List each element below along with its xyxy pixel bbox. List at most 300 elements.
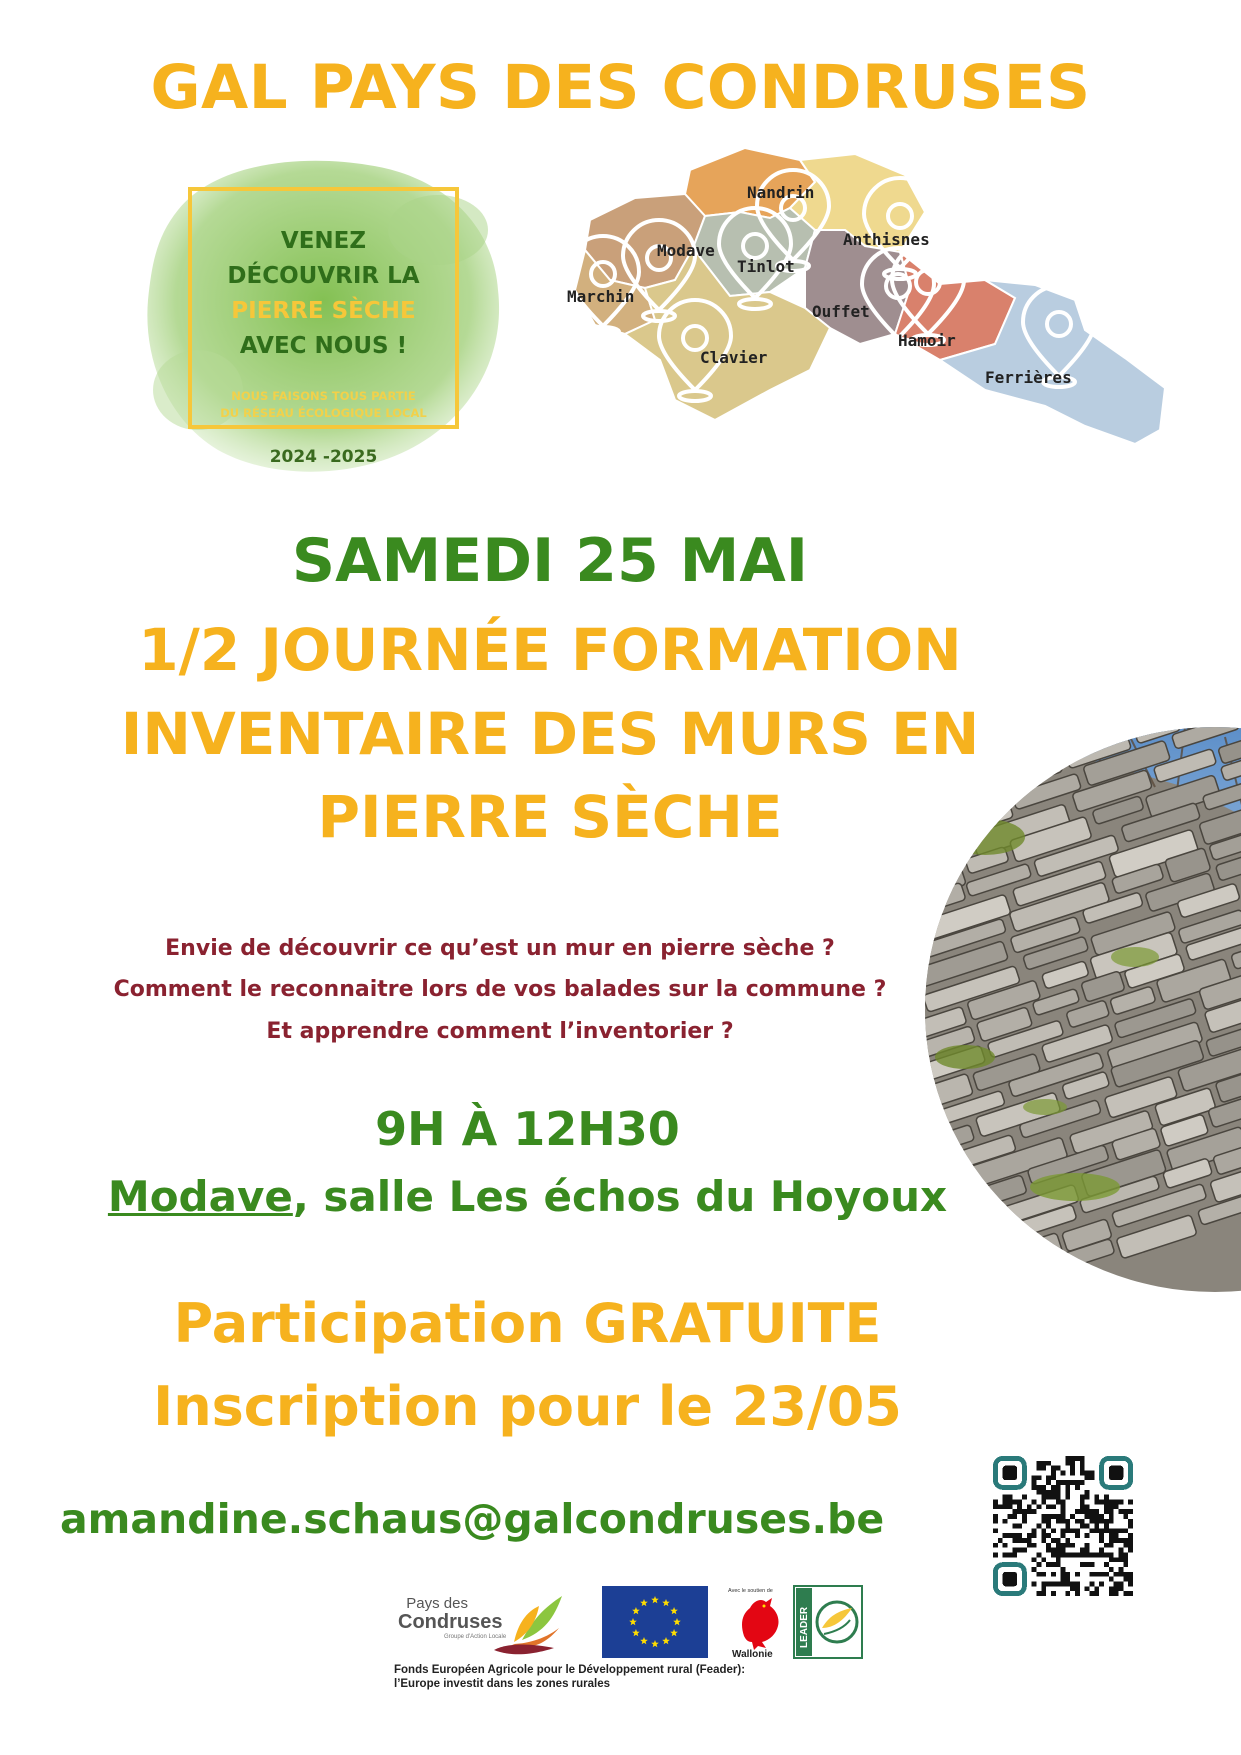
qr-module	[1075, 1519, 1080, 1524]
leader-logo	[792, 1584, 864, 1660]
qr-module	[1017, 1533, 1022, 1538]
qr-module	[1041, 1499, 1046, 1504]
qr-module	[1046, 1524, 1051, 1529]
qr-module	[1070, 1461, 1075, 1466]
qr-module	[1080, 1470, 1085, 1475]
map-label-clavier: Clavier	[700, 348, 768, 367]
qr-module	[1003, 1553, 1008, 1558]
qr-module	[1109, 1543, 1114, 1548]
qr-module	[1061, 1499, 1066, 1504]
eu-flag-logo	[602, 1586, 708, 1658]
qr-module	[1032, 1485, 1037, 1490]
qr-module	[1080, 1499, 1085, 1504]
qr-module	[1070, 1456, 1075, 1461]
qr-module	[1046, 1461, 1051, 1466]
qr-module	[1109, 1533, 1114, 1538]
qr-module	[1022, 1514, 1027, 1519]
qr-module	[1123, 1557, 1128, 1562]
qr-module	[1070, 1543, 1075, 1548]
qr-module	[1070, 1582, 1075, 1587]
qr-module	[1032, 1480, 1037, 1485]
qr-module	[1128, 1572, 1133, 1577]
qr-module	[1109, 1577, 1114, 1582]
qr-module	[1061, 1572, 1066, 1577]
qr-module	[1128, 1509, 1133, 1514]
qr-module	[1080, 1524, 1085, 1529]
qr-module	[1041, 1514, 1046, 1519]
qr-module	[1036, 1562, 1041, 1567]
qr-module	[1061, 1582, 1066, 1587]
qr-module	[1032, 1557, 1037, 1562]
qr-module	[1114, 1533, 1119, 1538]
qr-module	[1109, 1553, 1114, 1558]
qr-module	[1099, 1514, 1104, 1519]
qr-module	[1080, 1480, 1085, 1485]
qr-module	[1075, 1509, 1080, 1514]
qr-module	[1080, 1553, 1085, 1558]
qr-module	[1119, 1528, 1124, 1533]
qr-module	[1041, 1466, 1046, 1471]
event-place	[0, 1172, 1055, 1221]
qr-module	[1123, 1562, 1128, 1567]
qr-module	[1051, 1572, 1056, 1577]
qr-module	[1123, 1572, 1128, 1577]
qr-module	[1003, 1533, 1008, 1538]
qr-module	[1041, 1490, 1046, 1495]
pays-des-condruses-logo	[394, 1588, 564, 1658]
badge-subtitle: NOUS FAISONS TOUS PARTIE	[231, 389, 416, 403]
qr-module	[1094, 1591, 1099, 1596]
qr-module	[1128, 1524, 1133, 1529]
qr-module	[1003, 1504, 1008, 1509]
qr-module	[1056, 1480, 1061, 1485]
qr-module	[1123, 1577, 1128, 1582]
badge-subtitle: DU RÉSEAU ÉCOLOGIQUE LOCAL	[220, 406, 427, 420]
qr-module	[1065, 1591, 1070, 1596]
contact-email[interactable]: amandine.schaus@galcondruses.be	[60, 1495, 885, 1543]
qr-module	[1094, 1572, 1099, 1577]
qr-module	[1061, 1470, 1066, 1475]
qr-module	[1099, 1533, 1104, 1538]
qr-module	[1051, 1538, 1056, 1543]
event-date: SAMEDI 25 MAI	[291, 526, 809, 596]
qr-module	[1099, 1499, 1104, 1504]
qr-module	[1119, 1538, 1124, 1543]
qr-module	[1003, 1519, 1008, 1524]
qr-module	[1094, 1509, 1099, 1514]
qr-module	[1065, 1543, 1070, 1548]
qr-module	[1061, 1509, 1066, 1514]
stone	[978, 1265, 1055, 1292]
qr-module	[1123, 1514, 1128, 1519]
qr-module	[1032, 1582, 1037, 1587]
qr-module	[1080, 1461, 1085, 1466]
qr-module	[1032, 1509, 1037, 1514]
qr-module	[1065, 1528, 1070, 1533]
qr-module	[1012, 1533, 1017, 1538]
qr-module	[1051, 1490, 1056, 1495]
qr-module	[1114, 1499, 1119, 1504]
qr-module	[1046, 1519, 1051, 1524]
qr-module	[1075, 1485, 1080, 1490]
event-title: 1/2 JOURNÉE FORMATION	[138, 616, 962, 684]
qr-module	[1022, 1548, 1027, 1553]
qr-module	[1051, 1470, 1056, 1475]
badge-line: AVEC NOUS !	[239, 333, 408, 359]
qr-module	[1056, 1485, 1061, 1490]
qr-module	[1061, 1514, 1066, 1519]
qr-module	[1119, 1548, 1124, 1553]
qr-module	[1065, 1538, 1070, 1543]
qr-module	[1056, 1548, 1061, 1553]
qr-module	[1032, 1567, 1037, 1572]
qr-module	[1051, 1466, 1056, 1471]
qr-module	[1080, 1504, 1085, 1509]
qr-module	[1104, 1504, 1109, 1509]
qr-module	[1027, 1533, 1032, 1538]
qr-module	[1109, 1567, 1114, 1572]
qr-module	[1007, 1499, 1012, 1504]
qr-module	[998, 1504, 1003, 1509]
footer-text: l’Europe investit dans les zones rurales	[394, 1678, 611, 1690]
qr-module	[1056, 1519, 1061, 1524]
qr-module	[1109, 1528, 1114, 1533]
qr-module	[1080, 1456, 1085, 1461]
qr-module	[1012, 1553, 1017, 1558]
qr-module	[1119, 1567, 1124, 1572]
qr-module	[993, 1504, 998, 1509]
qr-module	[1075, 1586, 1080, 1591]
qr-module	[1041, 1586, 1046, 1591]
location-pin-icon	[587, 327, 619, 337]
qr-module	[1065, 1572, 1070, 1577]
place-town-link[interactable]: Modave	[107, 1172, 293, 1221]
participation-text: Participation GRATUITE	[173, 1292, 882, 1355]
qr-module	[1007, 1495, 1012, 1500]
qr-module	[993, 1514, 998, 1519]
qr-module	[1046, 1504, 1051, 1509]
qr-module	[1094, 1528, 1099, 1533]
qr-module	[1119, 1586, 1124, 1591]
qr-module	[1094, 1553, 1099, 1558]
qr-module	[1012, 1538, 1017, 1543]
qr-module	[1041, 1538, 1046, 1543]
map-label-nandrin: Nandrin	[747, 183, 815, 202]
qr-module	[1056, 1553, 1061, 1558]
qr-module	[1090, 1553, 1095, 1558]
qr-module	[1090, 1519, 1095, 1524]
qr-module	[1085, 1514, 1090, 1519]
qr-module	[1109, 1538, 1114, 1543]
qr-module	[1061, 1519, 1066, 1524]
qr-module	[1017, 1504, 1022, 1509]
qr-module	[1065, 1461, 1070, 1466]
qr-module	[1128, 1582, 1133, 1587]
qr-module	[1109, 1514, 1114, 1519]
map-label-marchin: Marchin	[567, 287, 635, 306]
map-label-ouffet: Ouffet	[812, 302, 870, 321]
qr-module	[1099, 1553, 1104, 1558]
qr-module	[993, 1543, 998, 1548]
qr-module	[1119, 1509, 1124, 1514]
qr-module	[1046, 1495, 1051, 1500]
qr-module	[1036, 1572, 1041, 1577]
qr-module	[1036, 1490, 1041, 1495]
qr-module	[1099, 1572, 1104, 1577]
qr-module	[1114, 1582, 1119, 1587]
qr-module	[1017, 1524, 1022, 1529]
qr-module	[1003, 1543, 1008, 1548]
qr-module	[1128, 1543, 1133, 1548]
qr-module	[1017, 1509, 1022, 1514]
qr-module	[1080, 1495, 1085, 1500]
qr-module	[1046, 1475, 1051, 1480]
qr-module	[993, 1519, 998, 1524]
qr-module	[1061, 1567, 1066, 1572]
qr-module	[1041, 1533, 1046, 1538]
map-label-modave: Modave	[657, 241, 715, 260]
qr-module	[1046, 1533, 1051, 1538]
qr-module	[1094, 1586, 1099, 1591]
qr-module	[1104, 1495, 1109, 1500]
footer-text: Fonds Européen Agricole pour le Développement rural (Feader):	[394, 1664, 746, 1676]
qr-module	[1022, 1495, 1027, 1500]
qr-module	[1085, 1548, 1090, 1553]
qr-module	[993, 1553, 998, 1558]
qr-module	[1056, 1557, 1061, 1562]
logo-line: Condruses	[398, 1611, 503, 1633]
qr-module	[1027, 1504, 1032, 1509]
qr-module	[1007, 1504, 1012, 1509]
qr-module	[1075, 1553, 1080, 1558]
qr-module	[1065, 1480, 1070, 1485]
qr-module	[1046, 1543, 1051, 1548]
qr-module	[1090, 1470, 1095, 1475]
qr-module	[1070, 1553, 1075, 1558]
qr-module	[1046, 1562, 1051, 1567]
qr-module	[1070, 1470, 1075, 1475]
qr-module	[1051, 1591, 1056, 1596]
qr-module	[1090, 1528, 1095, 1533]
qr-module	[1104, 1509, 1109, 1514]
qr-code[interactable]	[993, 1456, 1133, 1596]
qr-module	[1041, 1572, 1046, 1577]
qr-module	[1036, 1475, 1041, 1480]
qr-module	[1036, 1466, 1041, 1471]
qr-module	[1017, 1538, 1022, 1543]
qr-module	[1075, 1456, 1080, 1461]
qr-module	[1099, 1548, 1104, 1553]
qr-module	[1003, 1499, 1008, 1504]
qr-module	[1041, 1557, 1046, 1562]
qr-module	[1099, 1528, 1104, 1533]
badge-line: DÉCOUVRIR LA	[227, 263, 420, 289]
map-label-anthisnes: Anthisnes	[843, 230, 930, 249]
qr-module	[1104, 1524, 1109, 1529]
qr-module	[1061, 1504, 1066, 1509]
qr-module	[1090, 1514, 1095, 1519]
qr-module	[1041, 1461, 1046, 1466]
qr-module	[1119, 1572, 1124, 1577]
qr-module	[1065, 1456, 1070, 1461]
qr-module	[1094, 1519, 1099, 1524]
qr-module	[1051, 1562, 1056, 1567]
qr-module	[1123, 1509, 1128, 1514]
qr-module	[1012, 1548, 1017, 1553]
qr-module	[1051, 1528, 1056, 1533]
qr-module	[1007, 1553, 1012, 1558]
qr-module	[1032, 1533, 1037, 1538]
qr-module	[1061, 1533, 1066, 1538]
qr-module	[1056, 1582, 1061, 1587]
qr-module	[1104, 1543, 1109, 1548]
qr-module	[1075, 1572, 1080, 1577]
qr-module	[1090, 1509, 1095, 1514]
wallonie-label: Wallonie	[732, 1649, 773, 1660]
qr-module	[1099, 1538, 1104, 1543]
qr-module	[1109, 1499, 1114, 1504]
qr-module	[998, 1538, 1003, 1543]
leader-label: LEADER	[799, 1606, 810, 1648]
badge-highlight: PIERRE SÈCHE	[231, 298, 416, 324]
qr-module	[1032, 1528, 1037, 1533]
qr-module	[1061, 1553, 1066, 1558]
qr-module	[1080, 1509, 1085, 1514]
qr-module	[1075, 1591, 1080, 1596]
qr-module	[1065, 1582, 1070, 1587]
qr-module	[1128, 1548, 1133, 1553]
qr-module	[1099, 1519, 1104, 1524]
qr-module	[1036, 1504, 1041, 1509]
map-label-ferrières: Ferrières	[985, 368, 1072, 387]
qr-module	[1085, 1470, 1090, 1475]
qr-module	[1080, 1519, 1085, 1524]
qr-module	[993, 1499, 998, 1504]
qr-module	[1032, 1475, 1037, 1480]
qr-module	[1128, 1519, 1133, 1524]
communes-map	[565, 120, 1180, 505]
stone	[1014, 1233, 1064, 1268]
qr-module	[1128, 1591, 1133, 1596]
qr-module	[1090, 1562, 1095, 1567]
qr-module	[1046, 1548, 1051, 1553]
qr-module	[1070, 1480, 1075, 1485]
qr-module	[1128, 1538, 1133, 1543]
qr-module	[1007, 1533, 1012, 1538]
qr-module	[1085, 1504, 1090, 1509]
qr-module	[1119, 1582, 1124, 1587]
qr-module	[1065, 1485, 1070, 1490]
logo-line: Groupe d'Action Locale	[444, 1634, 507, 1640]
qr-module	[1007, 1514, 1012, 1519]
qr-module	[1022, 1538, 1027, 1543]
qr-module	[1080, 1466, 1085, 1471]
qr-module	[1046, 1480, 1051, 1485]
qr-module	[1080, 1548, 1085, 1553]
qr-module	[1041, 1495, 1046, 1500]
qr-module	[1032, 1499, 1037, 1504]
qr-module	[1051, 1514, 1056, 1519]
qr-module	[1027, 1538, 1032, 1543]
qr-module	[1085, 1533, 1090, 1538]
qr-module	[1109, 1591, 1114, 1596]
map-label-tinlot: Tinlot	[737, 257, 795, 276]
qr-module	[1070, 1528, 1075, 1533]
qr-module	[1036, 1485, 1041, 1490]
qr-module	[1061, 1543, 1066, 1548]
qr-module	[1056, 1543, 1061, 1548]
qr-module	[1022, 1519, 1027, 1524]
qr-module	[1085, 1509, 1090, 1514]
question-text: Envie de découvrir ce qu’est un mur en pierre sèche ?	[165, 936, 835, 961]
qr-module	[1065, 1495, 1070, 1500]
qr-module	[1036, 1461, 1041, 1466]
qr-module	[1065, 1524, 1070, 1529]
qr-module	[1109, 1519, 1114, 1524]
wallonie-logo	[726, 1584, 796, 1660]
qr-module	[1003, 1495, 1008, 1500]
qr-module	[1041, 1485, 1046, 1490]
qr-module	[1027, 1543, 1032, 1548]
qr-module	[1085, 1543, 1090, 1548]
qr-module	[1061, 1528, 1066, 1533]
logo-line: Pays des	[406, 1595, 468, 1612]
qr-module	[1056, 1562, 1061, 1567]
qr-module	[1123, 1553, 1128, 1558]
qr-module	[1104, 1562, 1109, 1567]
qr-module	[993, 1528, 998, 1533]
qr-module	[1114, 1586, 1119, 1591]
qr-module	[1094, 1514, 1099, 1519]
wallonie-support-text: Avec le soutien de	[728, 1588, 773, 1594]
qr-module	[1036, 1553, 1041, 1558]
stone	[925, 1237, 992, 1277]
qr-module	[1065, 1577, 1070, 1582]
place-venue: , salle Les échos du Hoyoux	[292, 1172, 948, 1221]
qr-module	[1090, 1582, 1095, 1587]
qr-module	[1012, 1509, 1017, 1514]
qr-module	[1051, 1548, 1056, 1553]
qr-module	[1119, 1557, 1124, 1562]
qr-module	[1094, 1495, 1099, 1500]
qr-module	[1080, 1562, 1085, 1567]
qr-module	[1051, 1582, 1056, 1587]
qr-module	[1046, 1514, 1051, 1519]
qr-module	[1017, 1548, 1022, 1553]
qr-module	[1051, 1504, 1056, 1509]
qr-module	[1109, 1504, 1114, 1509]
qr-module	[1128, 1577, 1133, 1582]
qr-module	[1094, 1499, 1099, 1504]
qr-module	[1104, 1553, 1109, 1558]
inscription-text: Inscription pour le 23/05	[153, 1375, 902, 1438]
qr-module	[1051, 1475, 1056, 1480]
event-time: 9H À 12H30	[375, 1102, 680, 1156]
qr-module	[1046, 1490, 1051, 1495]
qr-module	[1119, 1499, 1124, 1504]
qr-module	[1123, 1543, 1128, 1548]
qr-module	[1094, 1524, 1099, 1529]
qr-module	[1114, 1528, 1119, 1533]
qr-module	[1119, 1553, 1124, 1558]
qr-module	[1090, 1572, 1095, 1577]
qr-module	[1085, 1475, 1090, 1480]
qr-module	[1123, 1528, 1128, 1533]
stone	[925, 1252, 1011, 1292]
qr-module	[1022, 1509, 1027, 1514]
qr-module	[1065, 1519, 1070, 1524]
qr-module	[1027, 1509, 1032, 1514]
